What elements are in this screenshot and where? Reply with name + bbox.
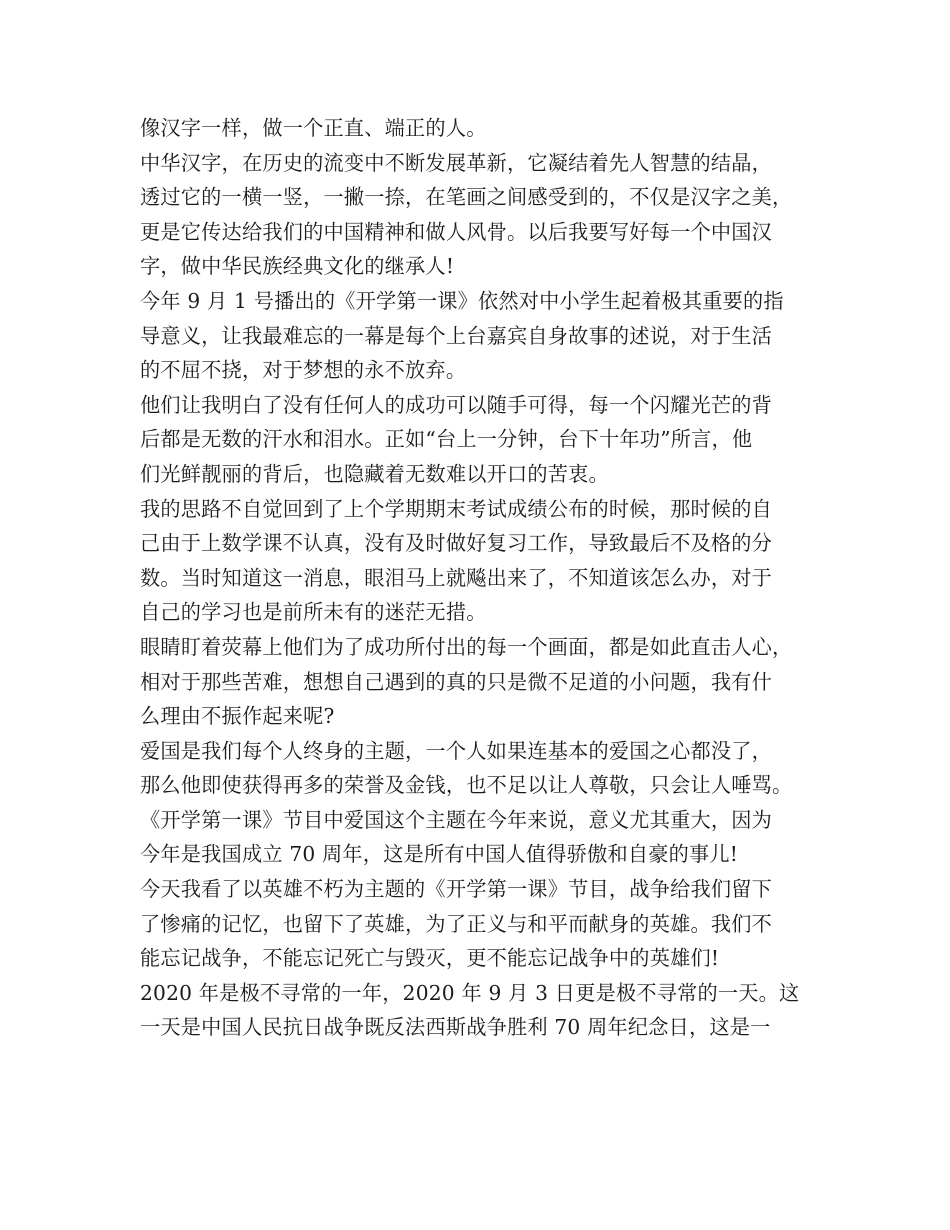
text-line: 中华汉字，在历史的流变中不断发展革新，它凝结着先人智慧的结晶，: [140, 150, 773, 175]
text-line: 相对于那些苦难，想想自己遇到的真的只是微不足道的小问题，我有什: [140, 669, 773, 694]
text-line: 了惨痛的记忆，也留下了英雄，为了正义与和平而献身的英雄。我们不: [140, 911, 773, 936]
text-line: 更是它传达给我们的中国精神和做人风骨。以后我要写好每一个中国汉: [140, 219, 773, 244]
text-line: 己由于上数学课不认真，没有及时做好复习工作，导致最后不及格的分: [140, 531, 773, 556]
text-line: 今年是我国成立 70 周年，这是所有中国人值得骄傲和自豪的事儿!: [140, 842, 739, 867]
text-line: 我的思路不自觉回到了上个学期期末考试成绩公布的时候，那时候的自: [140, 496, 773, 521]
text-line: 爱国是我们每个人终身的主题，一个人如果连基本的爱国之心都没了，: [140, 738, 773, 763]
text-line: 今天我看了以英雄不朽为主题的《开学第一课》节目，战争给我们留下: [140, 877, 773, 902]
text-line: 导意义，让我最难忘的一幕是每个上台嘉宾自身故事的述说，对于生活: [140, 323, 773, 348]
text-line: 像汉字一样，做一个正直、端正的人。: [140, 116, 487, 140]
text-line: 字，做中华民族经典文化的继承人!: [140, 254, 455, 279]
text-line: 能忘记战争，不能忘记死亡与毁灭，更不能忘记战争中的英雄们!: [140, 946, 720, 971]
text-line: 么理由不振作起来呢?: [140, 704, 335, 729]
document-body: [140, 111, 830, 1045]
text-line: 今年 9 月 1 号播出的《开学第一课》依然对中小学生起着极其重要的指: [140, 288, 784, 313]
text-line: 他们让我明白了没有任何人的成功可以随手可得，每一个闪耀光芒的背: [140, 392, 773, 417]
text-line: 一天是中国人民抗日战争既反法西斯战争胜利 70 周年纪念日，这是一: [140, 1015, 771, 1040]
text-line: 那么他即使获得再多的荣誉及金钱，也不足以让人尊敬，只会让人唾骂。: [140, 773, 793, 798]
text-line: 数。当时知道这一消息，眼泪马上就飚出来了，不知道该怎么办，对于: [140, 565, 773, 590]
text-line: 透过它的一横一竖，一撇一捺，在笔画之间感受到的，不仅是汉字之美，: [140, 185, 793, 210]
text-line: 2020 年是极不寻常的一年，2020 年 9 月 3 日更是极不寻常的一天。这: [140, 980, 800, 1005]
text-line: 后都是无数的汗水和泪水。正如“台上一分钟，台下十年功”所言，他: [140, 427, 753, 452]
text-line: 自己的学习也是前所未有的迷茫无措。: [140, 600, 487, 625]
text-line: 《开学第一课》节目中爱国这个主题在今年来说，意义尤其重大，因为: [140, 807, 773, 832]
text-line: 眼睛盯着荧幕上他们为了成功所付出的每一个画面，都是如此直击人心，: [140, 634, 793, 659]
text-line: 的不屈不挠，对于梦想的永不放弃。: [140, 358, 467, 383]
text-line: 们光鲜靓丽的背后，也隐藏着无数难以开口的苦衷。: [140, 461, 609, 486]
